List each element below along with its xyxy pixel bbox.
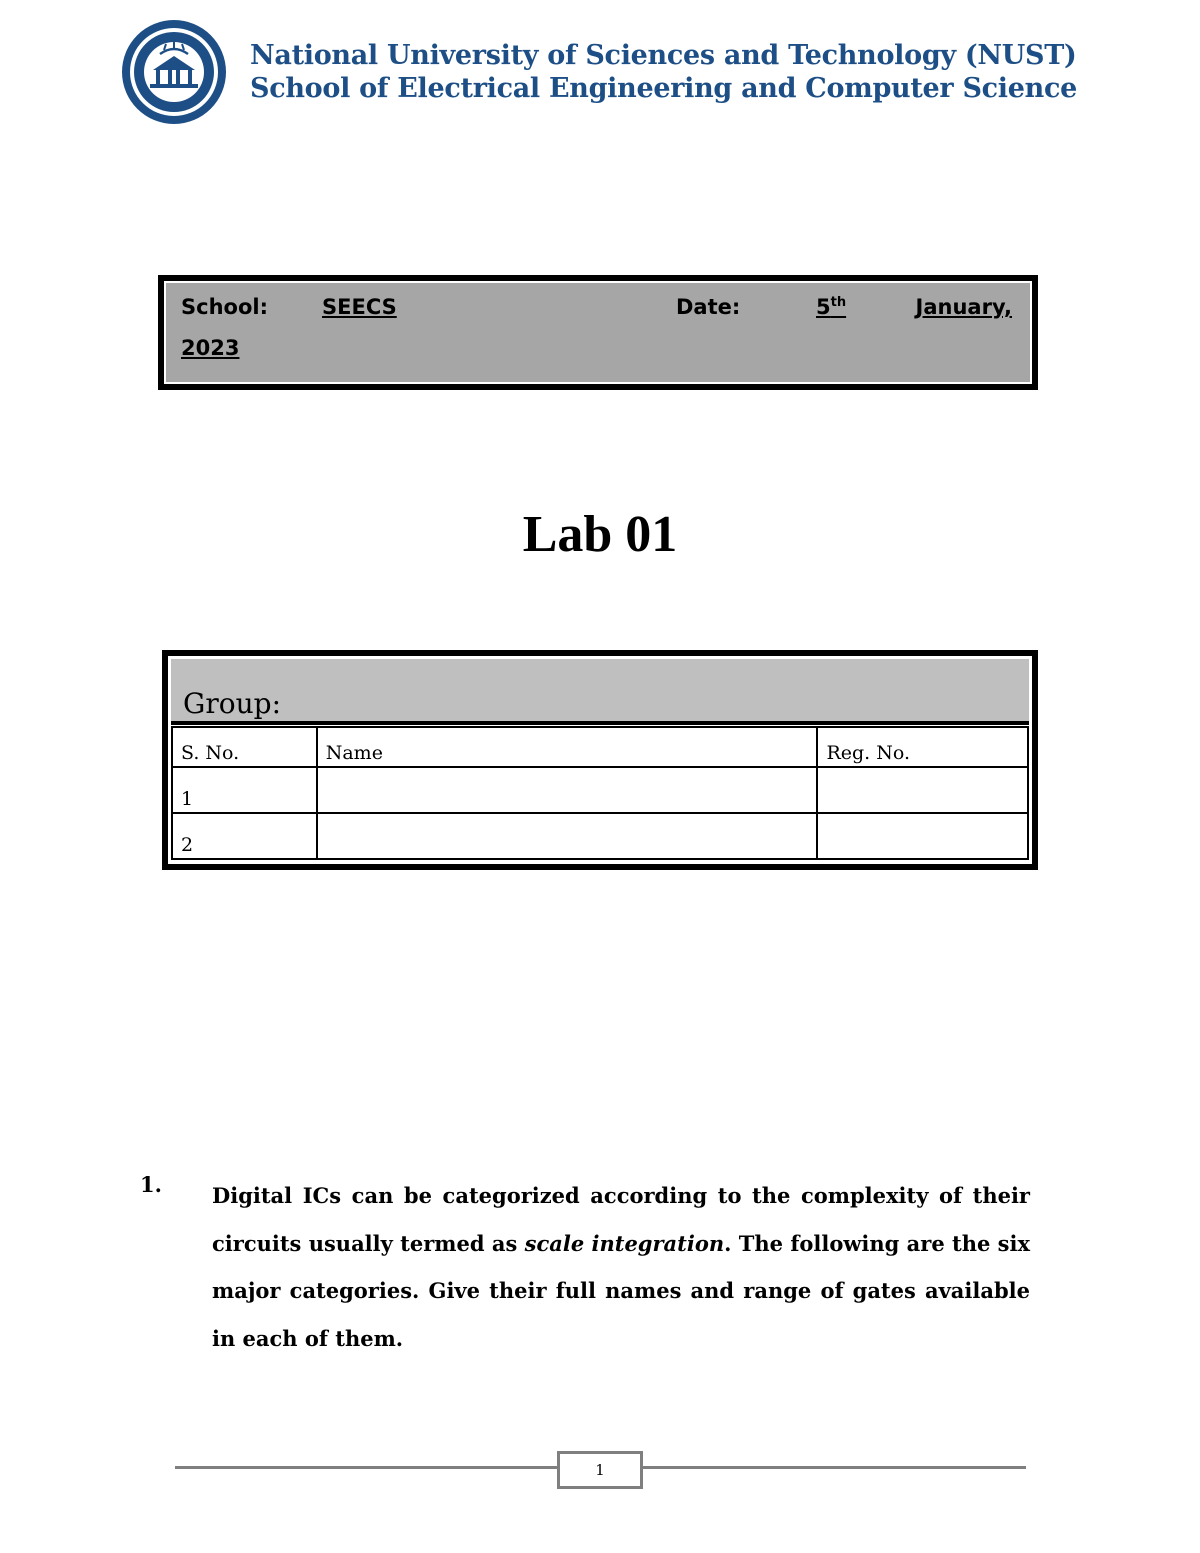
footer-rule-left xyxy=(175,1466,557,1469)
row-reg-cell[interactable] xyxy=(817,767,1028,813)
school-name: School of Electrical Engineering and Computer Science xyxy=(250,73,1077,104)
question-text: Digital ICs can be categorized according to the complexity of their circuits usually termed as scale integration. The following are the six major categories. Give their full names and range of gates available in each of them. xyxy=(212,1183,1030,1351)
date-month: January, xyxy=(915,295,1012,319)
question-number: 1. xyxy=(140,1172,162,1197)
lab-title: Lab 01 xyxy=(522,506,678,563)
row-sno: 2 xyxy=(172,813,317,859)
row-sno: 1 xyxy=(172,767,317,813)
row-name-cell[interactable] xyxy=(317,813,818,859)
row-reg-cell[interactable] xyxy=(817,813,1028,859)
university-name: National University of Sciences and Technology (NUST) xyxy=(250,40,1077,71)
letterhead xyxy=(120,18,1080,130)
date-year: 2023 xyxy=(181,336,240,360)
row-name-cell[interactable] xyxy=(317,767,818,813)
column-header-reg: Reg. No. xyxy=(817,727,1028,767)
school-label: School: xyxy=(181,295,268,319)
date-day-suffix: th xyxy=(830,295,847,310)
date-label: Date: xyxy=(676,295,741,319)
group-table-box xyxy=(162,650,1038,870)
question-emphasis: scale integration xyxy=(524,1230,725,1256)
group-members-table xyxy=(171,726,1029,860)
group-label: Group: xyxy=(183,687,281,720)
table-row xyxy=(172,813,1028,859)
group-header xyxy=(171,659,1029,725)
school-date-box xyxy=(158,275,1038,390)
page-number: 1 xyxy=(557,1451,643,1489)
nust-seal-icon xyxy=(120,18,228,126)
table-row xyxy=(172,767,1028,813)
table-header-row xyxy=(172,727,1028,767)
column-header-name: Name xyxy=(317,727,818,767)
column-header-sno: S. No. xyxy=(172,727,317,767)
school-value: SEECS xyxy=(322,295,397,319)
footer-rule-right xyxy=(640,1466,1026,1469)
date-day: 5th xyxy=(816,295,847,319)
